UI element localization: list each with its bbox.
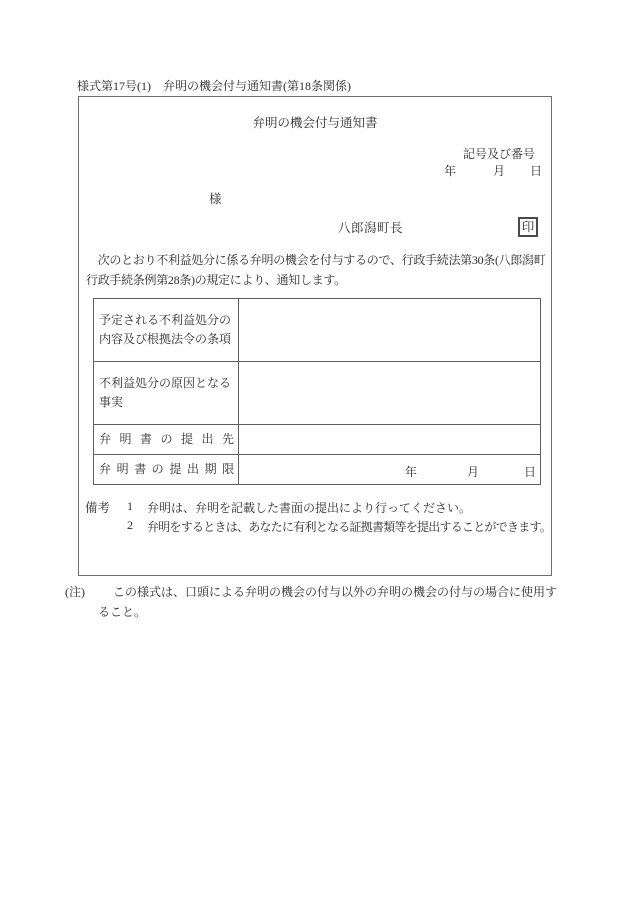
notice-table bbox=[93, 298, 541, 485]
table-row-disposition-content bbox=[94, 299, 540, 361]
value-cell-disposition-content bbox=[239, 299, 540, 361]
row-label-submission-destination bbox=[94, 425, 243, 454]
header-year-label: 年 bbox=[444, 164, 457, 178]
row-label-submission-deadline bbox=[94, 455, 239, 484]
row-label-line: 不利益処分の原因となる bbox=[99, 376, 232, 390]
remarks-label: 備考 bbox=[85, 501, 111, 515]
addressee-sama-label: 様 bbox=[209, 192, 222, 206]
seal-character: 印 bbox=[521, 219, 535, 234]
body-line: 行政手続条例第28条)の規定により、通知します。 bbox=[86, 273, 346, 287]
issuer-title: 八郎潟町長 bbox=[338, 221, 404, 235]
deadline-month-label: 月 bbox=[467, 465, 480, 479]
form-number-label: 様式第17号(1) 弁明の機会付与通知書(第18条関係) bbox=[77, 79, 351, 93]
remark-item-2-number: 2 bbox=[127, 518, 133, 532]
footnote-line: この様式は、口頭による弁明の機会の付与以外の弁明の機会の付与の場合に使用す bbox=[113, 585, 558, 599]
remark-item-2-text: 弁明をするときは、あなたに有利となる証拠書類等を提出することができます。 bbox=[147, 520, 552, 534]
table-row-cause-facts bbox=[94, 361, 540, 424]
value-cell-submission-destination bbox=[239, 425, 540, 454]
deadline-year-label: 年 bbox=[405, 465, 418, 479]
row-label-line: 予定される不利益処分の bbox=[99, 313, 232, 327]
row-label-cause-facts bbox=[94, 362, 239, 424]
row-label-line: 事実 bbox=[99, 395, 124, 409]
body-line: 次のとおり不利益処分に係る弁明の機会を付与するので、行政手続法第30条(八郎潟町 bbox=[86, 253, 546, 267]
footnote-line: ること。 bbox=[98, 605, 147, 619]
table-row-submission-destination bbox=[94, 424, 540, 454]
deadline-day-label: 日 bbox=[524, 465, 537, 479]
header-day-label: 日 bbox=[530, 164, 543, 178]
footnote-label: (注) bbox=[65, 585, 85, 599]
remark-item-1-text: 弁明は、弁明を記載した書面の提出により行ってください。 bbox=[147, 501, 472, 515]
notice-box bbox=[78, 96, 552, 576]
row-label-line: 弁明書の提出期限 bbox=[99, 462, 240, 476]
table-row-submission-deadline bbox=[94, 454, 540, 484]
remark-item-1-number: 1 bbox=[127, 499, 133, 513]
row-label-line: 弁明書の提出先 bbox=[99, 432, 243, 446]
seal-stamp-icon bbox=[518, 217, 538, 237]
reference-number-label: 記号及び番号 bbox=[462, 147, 535, 161]
header-date-line bbox=[79, 162, 551, 177]
row-label-line: 内容及び根拠法令の条項 bbox=[99, 332, 232, 346]
row-label-disposition-content bbox=[94, 299, 239, 361]
header-month-label: 月 bbox=[493, 164, 506, 178]
document-title: 弁明の機会付与通知書 bbox=[252, 116, 378, 130]
body-paragraph bbox=[86, 250, 552, 290]
value-cell-submission-deadline bbox=[239, 455, 540, 484]
value-cell-cause-facts bbox=[239, 362, 540, 424]
